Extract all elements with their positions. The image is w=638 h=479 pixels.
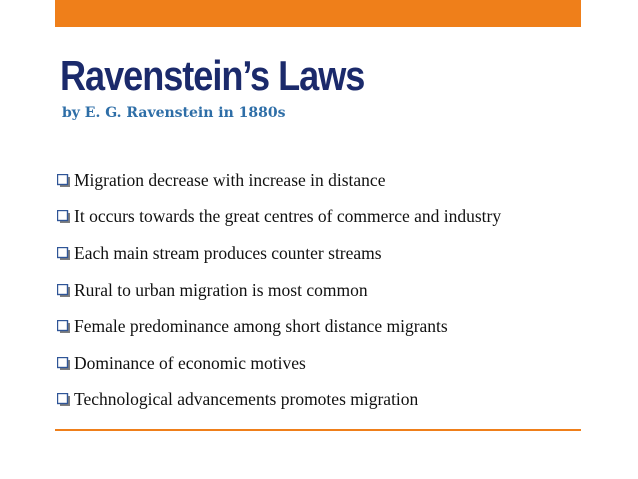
hollow-square-bullet-icon <box>57 393 70 406</box>
bullet-text: Each main stream produces counter streams <box>74 242 382 263</box>
list-item <box>57 382 501 419</box>
bottom-accent-line <box>55 429 581 431</box>
list-item <box>57 272 501 309</box>
bullet-text: It occurs towards the great centres of commerce and industry <box>74 206 502 227</box>
list-item <box>57 199 501 236</box>
bullet-text: Migration decrease with increase in distance <box>74 169 386 190</box>
hollow-square-bullet-icon <box>57 320 70 333</box>
hollow-square-bullet-icon <box>57 210 70 223</box>
list-item <box>57 162 501 199</box>
bullet-text: Technological advancements promotes migration <box>74 389 419 410</box>
bullet-text: Dominance of economic motives <box>74 352 306 373</box>
bullet-text: Female predominance among short distance migrants <box>74 316 448 337</box>
list-item <box>57 235 501 272</box>
top-accent-bar <box>55 0 581 27</box>
list-item <box>57 308 501 345</box>
slide-subtitle: by E. G. Ravenstein in 1880s <box>62 105 286 121</box>
slide-title: Ravenstein’s Laws <box>60 52 365 99</box>
list-item <box>57 345 501 382</box>
hollow-square-bullet-icon <box>57 284 70 297</box>
bullet-text: Rural to urban migration is most common <box>74 279 368 300</box>
bullet-list <box>57 162 501 418</box>
hollow-square-bullet-icon <box>57 174 70 187</box>
hollow-square-bullet-icon <box>57 247 70 260</box>
hollow-square-bullet-icon <box>57 357 70 370</box>
